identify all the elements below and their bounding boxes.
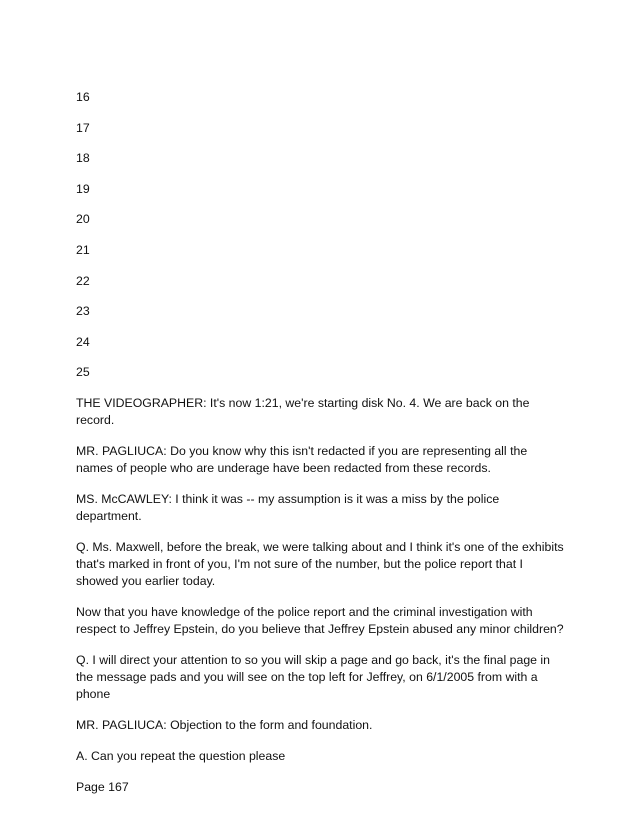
transcript-paragraph: Now that you have knowledge of the police report and the criminal investigation with respect to Jeffrey Epstein, do you believe that Jeffrey Epstein abused any minor children? <box>76 604 564 636</box>
line-number: 25 <box>76 365 90 380</box>
line-number: 21 <box>76 242 90 257</box>
line-number: 18 <box>76 151 90 166</box>
transcript-paragraph: MR. PAGLIUCA: Objection to the form and foundation. <box>76 717 373 732</box>
transcript-paragraph: MS. McCAWLEY: I think it was -- my assumption is it was a miss by the police department. <box>76 491 500 523</box>
transcript-body <box>76 395 566 765</box>
line-number: 22 <box>76 273 90 288</box>
transcript-paragraph: A. Can you repeat the question please <box>76 748 286 763</box>
line-number: 16 <box>76 90 90 104</box>
transcript-paragraph: Q. I will direct your attention to so you will skip a page and go back, it's the final page in the message pads and you will see on the top left for Jeffrey, on 6/1/2005 from with a phone <box>76 652 550 701</box>
line-number: 17 <box>76 120 90 135</box>
page-number: Page 167 <box>76 779 129 794</box>
line-number: 24 <box>76 334 90 349</box>
line-number: 23 <box>76 304 90 319</box>
line-number: 19 <box>76 181 90 196</box>
line-number-list <box>76 89 566 395</box>
transcript-paragraph: MR. PAGLIUCA: Do you know why this isn't redacted if you are representing all the names of people who are underage have been redacted from these records. <box>76 443 528 475</box>
transcript-page <box>76 89 566 796</box>
transcript-paragraph: THE VIDEOGRAPHER: It's now 1:21, we're starting disk No. 4. We are back on the record. <box>76 395 530 427</box>
line-number: 20 <box>76 212 90 227</box>
transcript-paragraph: Q. Ms. Maxwell, before the break, we were talking about and I think it's one of the exhibits that's marked in front of you, I'm not sure of the number, but the police report that I showed you earlier today. <box>76 539 564 588</box>
